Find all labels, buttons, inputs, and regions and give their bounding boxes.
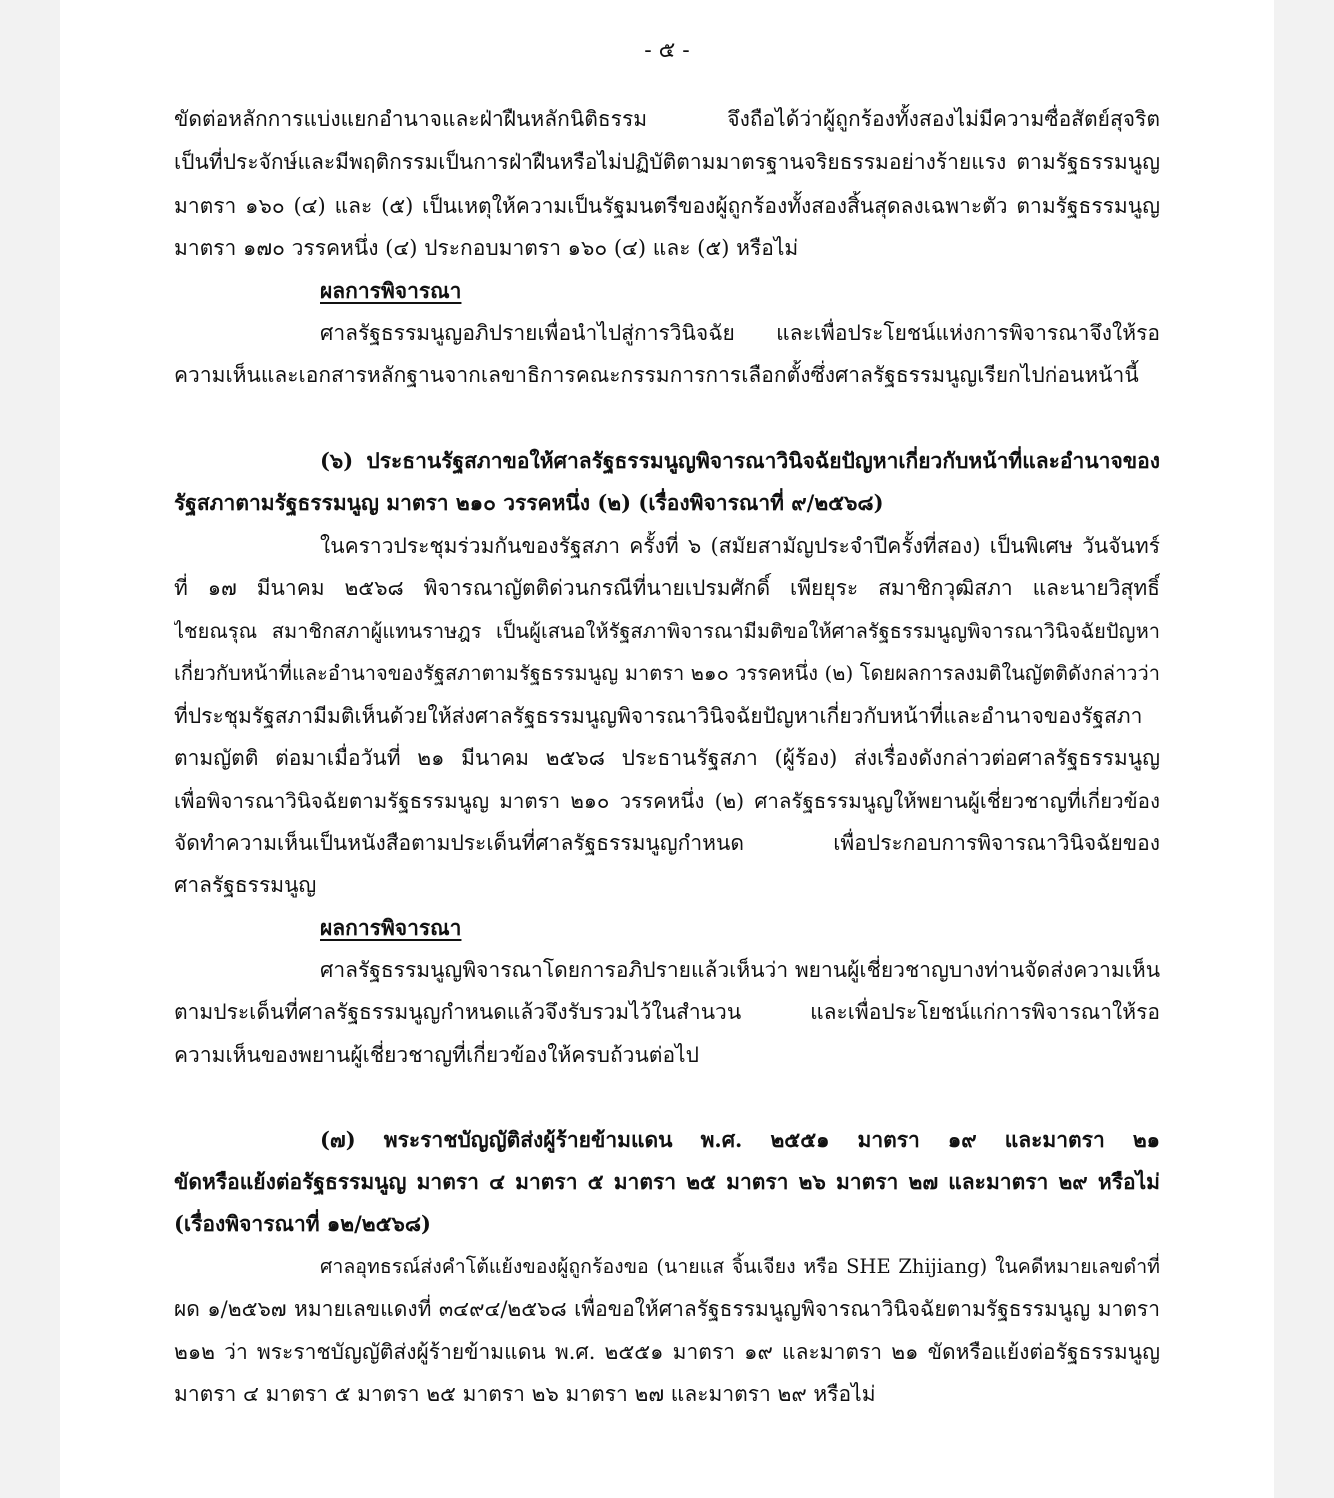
paragraph-line: ตามญัตติ ต่อมาเมื่อวันที่ ๒๑ มีนาคม ๒๕๖๘ ประธานรัฐสภา (ผู้ร้อง) ส่งเรื่องดังกล่าวต่อศาลรัฐธรรมนูญ bbox=[174, 746, 1160, 770]
paragraph-line: จัดทำความเห็นเป็นหนังสือตามประเด็นที่ศาลรัฐธรรมนูญกำหนด เพื่อประกอบการพิจารณาวินิจฉัยของ bbox=[174, 831, 1160, 855]
paragraph-line: ผด ๑/๒๕๖๗ หมายเลขแดงที่ ๓๔๙๔/๒๕๖๘ เพื่อขอให้ศาลรัฐธรรมนูญพิจารณาวินิจฉัยตามรัฐธรรมนูญ มาตรา bbox=[174, 1297, 1160, 1321]
section-title: รัฐสภาตามรัฐธรรมนูญ มาตรา ๒๑๐ วรรคหนึ่ง (๒) (เรื่องพิจารณาที่ ๙/๒๕๖๘) bbox=[174, 490, 884, 515]
paragraph-line: ศาลรัฐธรรมนูญอภิปรายเพื่อนำไปสู่การวินิจฉัย และเพื่อประโยชน์แห่งการพิจารณาจึงให้รอ bbox=[320, 321, 1160, 345]
section-title: ขัดหรือแย้งต่อรัฐธรรมนูญ มาตรา ๔ มาตรา ๕ มาตรา ๒๕ มาตรา ๒๖ มาตรา ๒๗ และมาตรา ๒๙ หรือไม่ bbox=[174, 1169, 1160, 1194]
document-page bbox=[60, 0, 1274, 1498]
paragraph-line: เพื่อพิจารณาวินิจฉัยตามรัฐธรรมนูญ มาตรา ๒๑๐ วรรคหนึ่ง (๒) ศาลรัฐธรรมนูญให้พยานผู้เชี่ยวชาญที่เกี่ยวข้อง bbox=[174, 789, 1160, 813]
paragraph-line: ขัดต่อหลักการแบ่งแยกอำนาจและฝ่าฝืนหลักนิติธรรม จึงถือได้ว่าผู้ถูกร้องทั้งสองไม่มีความซื่อสัตย์สุจริต bbox=[174, 107, 1160, 131]
paragraph-line: ความเห็นของพยานผู้เชี่ยวชาญที่เกี่ยวข้องให้ครบถ้วนต่อไป bbox=[174, 1043, 699, 1067]
paragraph-line: ศาลอุทธรณ์ส่งคำโต้แย้งของผู้ถูกร้องขอ (นายแส จิ้นเจียง หรือ SHE Zhijiang) ในคดีหมายเลขดำที่ bbox=[320, 1255, 1160, 1278]
result-heading: ผลการพิจารณา bbox=[320, 915, 462, 940]
paragraph-line: ที่ประชุมรัฐสภามีมติเห็นด้วยให้ส่งศาลรัฐธรรมนูญพิจารณาวินิจฉัยปัญหาเกี่ยวกับหน้าที่และอำนาจของรัฐสภา bbox=[174, 704, 1143, 728]
paragraph-line: มาตรา ๑๖๐ (๔) และ (๕) เป็นเหตุให้ความเป็นรัฐมนตรีของผู้ถูกร้องทั้งสองสิ้นสุดลงเฉพาะตัว ตามรัฐธรรมนูญ bbox=[174, 194, 1160, 218]
section-title: (๗) พระราชบัญญัติส่งผู้ร้ายข้ามแดน พ.ศ. ๒๕๕๑ มาตรา ๑๙ และมาตรา ๒๑ bbox=[320, 1127, 1160, 1152]
paragraph-line: ๒๑๒ ว่า พระราชบัญญัติส่งผู้ร้ายข้ามแดน พ.ศ. ๒๕๕๑ มาตรา ๑๙ และมาตรา ๒๑ ขัดหรือแย้งต่อรัฐธรรมนูญ bbox=[174, 1340, 1160, 1364]
paragraph-line: เกี่ยวกับหน้าที่และอำนาจของรัฐสภาตามรัฐธรรมนูญ มาตรา ๒๑๐ วรรคหนึ่ง (๒) โดยผลการลงมติในญัตติดังกล่าวว่า bbox=[174, 661, 1160, 685]
paragraph-line: เป็นที่ประจักษ์และมีพฤติกรรมเป็นการฝ่าฝืนหรือไม่ปฏิบัติตามมาตรฐานจริยธรรมอย่างร้ายแรง ตามรัฐธรรมนูญ bbox=[174, 150, 1160, 174]
paragraph-line: ความเห็นและเอกสารหลักฐานจากเลขาธิการคณะกรรมการการเลือกตั้งซึ่งศาลรัฐธรรมนูญเรียกไปก่อนหน้านี้ bbox=[174, 363, 1139, 387]
section-title: (๖) ประธานรัฐสภาขอให้ศาลรัฐธรรมนูญพิจารณาวินิจฉัยปัญหาเกี่ยวกับหน้าที่และอำนาจของ bbox=[320, 448, 1160, 473]
result-heading: ผลการพิจารณา bbox=[320, 278, 462, 303]
paragraph-line: ตามประเด็นที่ศาลรัฐธรรมนูญกำหนดแล้วจึงรับรวมไว้ในสำนวน และเพื่อประโยชน์แก่การพิจารณาให้รอ bbox=[174, 1000, 1160, 1024]
paragraph-line: มาตรา ๑๗๐ วรรคหนึ่ง (๔) ประกอบมาตรา ๑๖๐ (๔) และ (๕) หรือไม่ bbox=[174, 236, 799, 260]
paragraph-line: ในคราวประชุมร่วมกันของรัฐสภา ครั้งที่ ๖ (สมัยสามัญประจำปีครั้งที่สอง) เป็นพิเศษ วันจันทร์ bbox=[320, 534, 1160, 558]
paragraph-line: ศาลรัฐธรรมนูญพิจารณาโดยการอภิปรายแล้วเห็นว่า พยานผู้เชี่ยวชาญบางท่านจัดส่งความเห็น bbox=[320, 958, 1160, 982]
section-title: (เรื่องพิจารณาที่ ๑๒/๒๕๖๘) bbox=[174, 1211, 431, 1236]
paragraph-line: ไชยณรุณ สมาชิกสภาผู้แทนราษฎร เป็นผู้เสนอให้รัฐสภาพิจารณามีมติขอให้ศาลรัฐธรรมนูญพิจารณาวินิจฉัยปัญหา bbox=[174, 619, 1160, 643]
paragraph-line: ศาลรัฐธรรมนูญ bbox=[174, 873, 317, 897]
page-number: - ๕ - bbox=[644, 38, 690, 63]
paragraph-line: ที่ ๑๗ มีนาคม ๒๕๖๘ พิจารณาญัตติด่วนกรณีที่นายเปรมศักดิ์ เพียยุระ สมาชิกวุฒิสภา และนายวิสุทธิ์ bbox=[174, 576, 1160, 600]
paragraph-line: มาตรา ๔ มาตรา ๕ มาตรา ๒๕ มาตรา ๒๖ มาตรา ๒๗ และมาตรา ๒๙ หรือไม่ bbox=[174, 1382, 876, 1406]
